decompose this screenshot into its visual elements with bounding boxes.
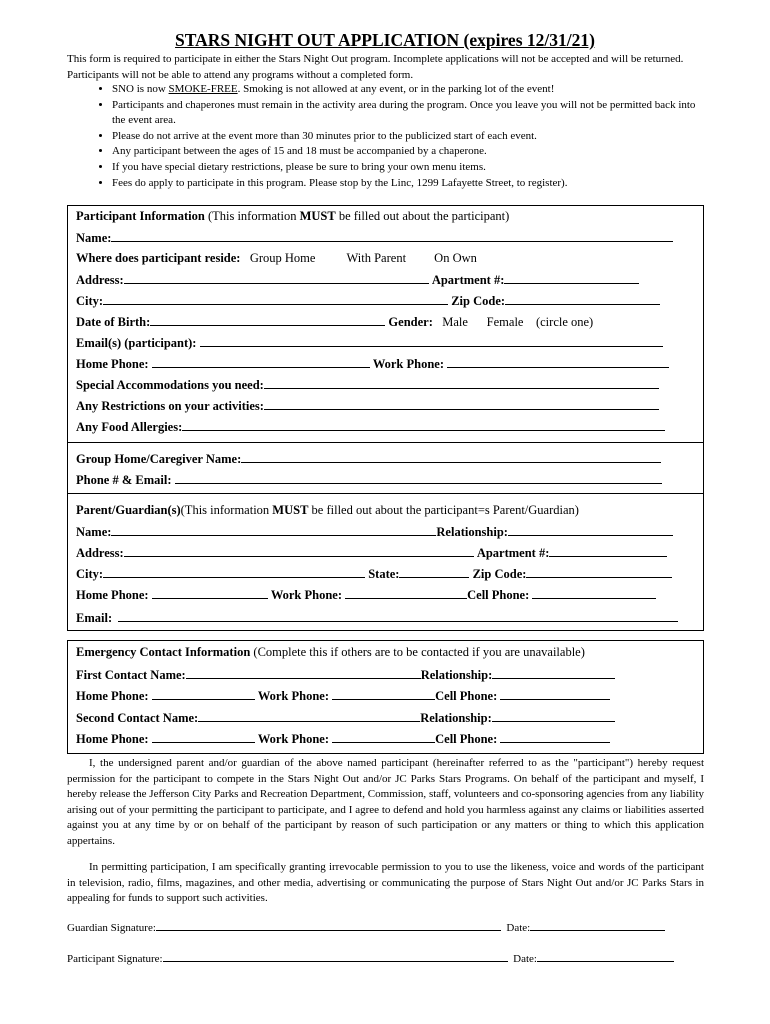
participant-address-field[interactable] (124, 272, 429, 284)
rules-list (67, 82, 707, 191)
participant-section (67, 205, 704, 631)
guardian-name-field[interactable] (111, 524, 436, 536)
accommodations-field[interactable] (264, 377, 659, 389)
guardian-heading-row: Parent/Guardian(s)(This information MUST be filled out about the participant=s Parent/Guardian) (76, 503, 579, 517)
guardian-zip-field[interactable] (526, 566, 672, 578)
guardian-date-field[interactable] (530, 919, 665, 931)
participant-heading-row: Participant Information (This information MUST be filled out about the participant) (76, 209, 510, 223)
second-home-phone-field[interactable] (152, 731, 255, 743)
participant-email-field[interactable] (200, 335, 663, 347)
guardian-city-row: City: State: Zip Code: (76, 566, 672, 582)
participant-name-row: Name: (76, 230, 673, 246)
form-title: STARS NIGHT OUT APPLICATION (expires 12/31/21) (175, 30, 595, 50)
likeness-waiver-text: In permitting participation, I am specifically granting irrevocable permission to you to use the likeness, voice and words of the participant in television, radio, films, magazines, and other media, advertising or communicating the purpose of Stars Night Out and/or JC Parks Stars in appealing for funds to support such activities. (67, 861, 704, 905)
section-divider (67, 493, 704, 494)
participant-signature-row: Participant Signature: Date: (67, 950, 674, 965)
rule-item: • Fees do apply to participate in this program. Please stop by the Linc, 1299 Lafayette Street, to register). (112, 176, 707, 192)
guardian-name-row: Name: Relationship: (76, 524, 673, 540)
participant-home-phone-field[interactable] (152, 356, 370, 368)
guardian-state-field[interactable] (399, 566, 469, 578)
caregiver-row: Group Home/Caregiver Name: (76, 451, 661, 467)
guardian-cell-phone-field[interactable] (532, 587, 656, 599)
rule-item: • Participants and chaperones must remain in the activity area during the program. Once you leave you will not be permitted back into the event area. (112, 98, 707, 129)
restrictions-row: Any Restrictions on your activities: (76, 398, 659, 414)
participant-city-field[interactable] (103, 293, 448, 305)
guardian-city-field[interactable] (103, 566, 365, 578)
dob-field[interactable] (150, 314, 385, 326)
allergies-row: Any Food Allergies: (76, 419, 665, 435)
rule-item: • Please do not arrive at the event more than 30 minutes prior to the publicized start of each event. (112, 129, 707, 145)
first-contact-phone-row: Home Phone: Work Phone: Cell Phone: (76, 688, 610, 704)
first-contact-relationship-field[interactable] (492, 667, 615, 679)
guardian-signature-row: Guardian Signature: Date: (67, 919, 665, 934)
first-cell-phone-field[interactable] (500, 688, 610, 700)
rule-item: • If you have special dietary restrictions, please be sure to bring your own menu items. (112, 160, 707, 176)
participant-email-row: Email(s) (participant): (76, 335, 663, 351)
second-contact-relationship-field[interactable] (492, 710, 615, 722)
likeness-waiver (67, 860, 704, 907)
guardian-apartment-field[interactable] (549, 545, 667, 557)
reside-option-on-own[interactable]: On Own (434, 251, 477, 265)
section-divider (67, 442, 704, 443)
restrictions-field[interactable] (264, 398, 659, 410)
second-work-phone-field[interactable] (332, 731, 435, 743)
participant-heading: Participant Information (76, 209, 205, 223)
second-contact-row: Second Contact Name: Relationship: (76, 710, 615, 726)
second-cell-phone-field[interactable] (500, 731, 610, 743)
participant-address-row: Address: Apartment #: (76, 272, 639, 288)
guardian-heading: Parent/Guardian(s) (76, 503, 181, 517)
participant-phone-row: Home Phone: Work Phone: (76, 356, 669, 372)
participant-zip-field[interactable] (505, 293, 660, 305)
caregiver-contact-row: Phone # & Email: (76, 472, 662, 488)
first-work-phone-field[interactable] (332, 688, 435, 700)
second-contact-phone-row: Home Phone: Work Phone: Cell Phone: (76, 731, 610, 747)
guardian-email-field[interactable] (118, 610, 678, 622)
guardian-relationship-field[interactable] (508, 524, 673, 536)
dob-row: Date of Birth: Gender: Male Female (circle one) (76, 315, 594, 329)
accommodations-row: Special Accommodations you need: (76, 377, 659, 393)
release-waiver-text: I, the undersigned parent and/or guardian of the above named participant (hereinafter referred to as the "participant") hereby request permission for the participant to compete in the Stars Night Out and/or JC Parks Stars Programs. On behalf of the participant and myself, I hereby release the Jefferson City Parks and Recreation Department, Commission, staff, volunteers and co-sponsoring agencies from any liability arising out of your permitting the participant to participate, and I agree to defend and hold you harmless against any claims or liabilities asserted against you at any time by or on behalf of the participant by reason of such participation or any matters or thing to which this application appertains. (67, 757, 704, 847)
participant-name-field[interactable] (111, 230, 673, 242)
caregiver-contact-field[interactable] (175, 472, 662, 484)
participant-signature-field[interactable] (163, 950, 508, 962)
intro-paragraph: This form is required to participate in either the Stars Night Out program. Incomplete applications will not be accepted and will be returned. Participants will not be able to attend any programs without a completed form. (67, 53, 684, 81)
emergency-section (67, 640, 704, 754)
guardian-address-field[interactable] (124, 545, 474, 557)
guardian-email-row: Email: (76, 610, 678, 626)
guardian-address-row: Address: Apartment #: (76, 545, 667, 561)
emergency-heading: Emergency Contact Information (76, 645, 251, 659)
release-waiver (67, 756, 704, 850)
participant-date-field[interactable] (537, 950, 674, 962)
first-home-phone-field[interactable] (152, 688, 255, 700)
allergies-field[interactable] (182, 419, 665, 431)
gender-option-female[interactable]: Female (486, 315, 524, 329)
intro-text (67, 52, 707, 83)
rule-item: • Any participant between the ages of 15 and 18 must be accompanied by a chaperone. (112, 144, 707, 160)
first-contact-row: First Contact Name: Relationship: (76, 667, 615, 683)
emergency-heading-row: Emergency Contact Information (Complete this if others are to be contacted if you are unavailable) (76, 645, 585, 659)
participant-apartment-field[interactable] (504, 272, 639, 284)
guardian-signature-field[interactable] (156, 919, 501, 931)
reside-option-group-home[interactable]: Group Home (249, 251, 316, 265)
reside-option-with-parent[interactable]: With Parent (346, 251, 407, 265)
caregiver-name-field[interactable] (241, 451, 661, 463)
guardian-phone-row: Home Phone: Work Phone: Cell Phone: (76, 587, 656, 603)
reside-row: Where does participant reside: Group Home With Parent On Own (76, 251, 477, 265)
second-contact-name-field[interactable] (198, 710, 420, 722)
gender-option-male[interactable]: Male (442, 315, 468, 329)
first-contact-name-field[interactable] (186, 667, 421, 679)
participant-city-row: City: Zip Code: (76, 293, 660, 309)
guardian-home-phone-field[interactable] (152, 587, 268, 599)
rule-item: • SNO is now SMOKE-FREE. Smoking is not allowed at any event, or in the parking lot of the event! (112, 82, 707, 98)
participant-work-phone-field[interactable] (447, 356, 669, 368)
guardian-work-phone-field[interactable] (345, 587, 467, 599)
